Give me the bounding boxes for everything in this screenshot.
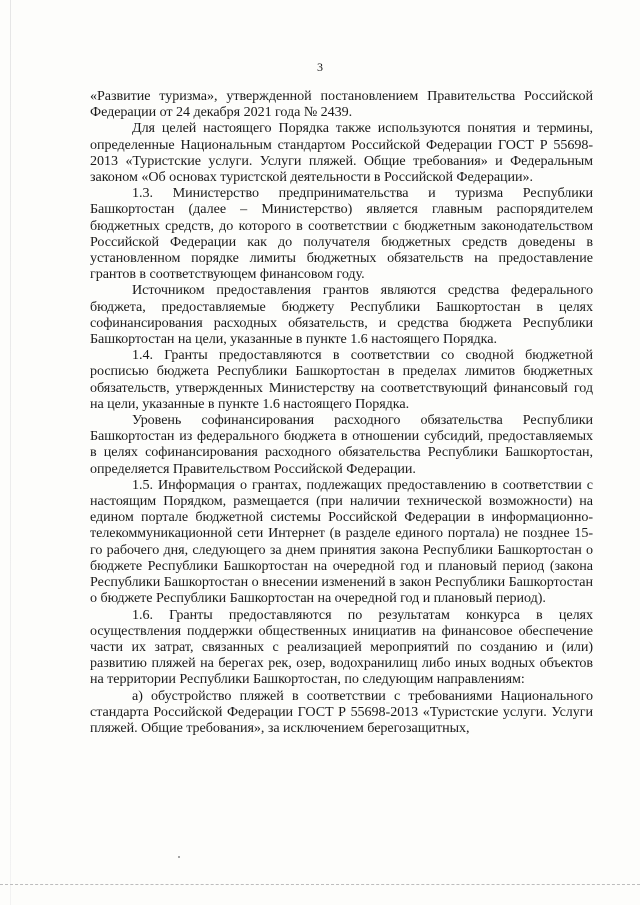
paragraph-1-6-purpose: 1.6. Гранты предоставляются по результатам конкурса в целях осуществления поддержки общественных инициатив на финансовое обеспечение части их затрат, связанных с реализацией мероприятий по созданию и (или) развитию пляжей на берегах рек, озер, водохранилищ либо иных водных объектов на территории Республики Башкортостан, по следующим направлениям: xyxy=(90,606,593,688)
paragraph-program-reference: «Развитие туризма», утвержденной постановлением Правительства Российской Федерации от 24 декабря 2021 года № 2439. xyxy=(90,88,593,121)
page-number: 3 xyxy=(317,60,323,74)
paragraph-1-4-grants: 1.4. Гранты предоставляются в соответствии со сводной бюджетной росписью бюджета Республики Башкортостан в пределах лимитов бюджетных обязательств, утвержденных Министерству на соответствующий финансовый год на цели, указанные в пункте 1.6 настоящего Порядка. xyxy=(90,347,593,412)
scan-margin-shadow xyxy=(10,0,11,905)
paragraph-grant-sources: Источником предоставления грантов являются средства федерального бюджета, предоставляемые бюджету Республики Башкортостан в целях софинансирования расходных обязательств, и средства бюджета Республики Башкортостан на цели, указанные в пункте 1.6 настоящего Порядка. xyxy=(90,282,593,348)
document-body xyxy=(90,88,593,736)
paragraph-1-3-ministry: 1.3. Министерство предпринимательства и туризма Республики Башкортостан (далее – Министерство) является главным распорядителем бюджетных средств, до которого в соответствии с бюджетным законодательством Российской Федерации как до получателя бюджетных средств доведены в установленном порядке лимиты бюджетных обязательств на предоставление грантов в соответствующем финансовом году. xyxy=(90,185,593,283)
paragraph-cofinancing-level: Уровень софинансирования расходного обязательства Республики Башкортостан из федерального бюджета в отношении субсидий, предоставляемых в целях софинансирования расходного обязательства Республики Башкортостан, определяется Правительством Российской Федерации. xyxy=(90,412,593,477)
scan-edge-line xyxy=(0,884,640,885)
paragraph-1-5-information: 1.5. Информация о грантах, подлежащих предоставлению в соответствии с настоящим Порядком, размещается (при наличии технической возможности) на едином портале бюджетной системы Российской Федерации в информационно-телекоммуникационной сети Интернет (в разделе единого портала) не позднее 15-го рабочего дня, следующего за днем принятия закона Республики Башкортостан о бюджете Республики Башкортостан на очередной год и плановый период (закона Республики Башкортостан о внесении изменений в закон Республики Башкортостан о бюджете Республики Башкортостан на очередной год и плановый период). xyxy=(90,476,593,607)
paragraph-terms: Для целей настоящего Порядка также используются понятия и термины, определенные Национальным стандартом Российской Федерации ГОСТ Р 55698-2013 «Туристские услуги. Услуги пляжей. Общие требования» и Федеральным законом «Об основах туристской деятельности в Российской Федерации». xyxy=(90,120,593,186)
paragraph-item-a: а) обустройство пляжей в соответствии с требованиями Национального стандарта Российской Федерации ГОСТ Р 55698-2013 «Туристские услуги. Услуги пляжей. Общие требования», за исключением берегозащитных, xyxy=(90,687,593,736)
scan-speck xyxy=(178,856,180,858)
